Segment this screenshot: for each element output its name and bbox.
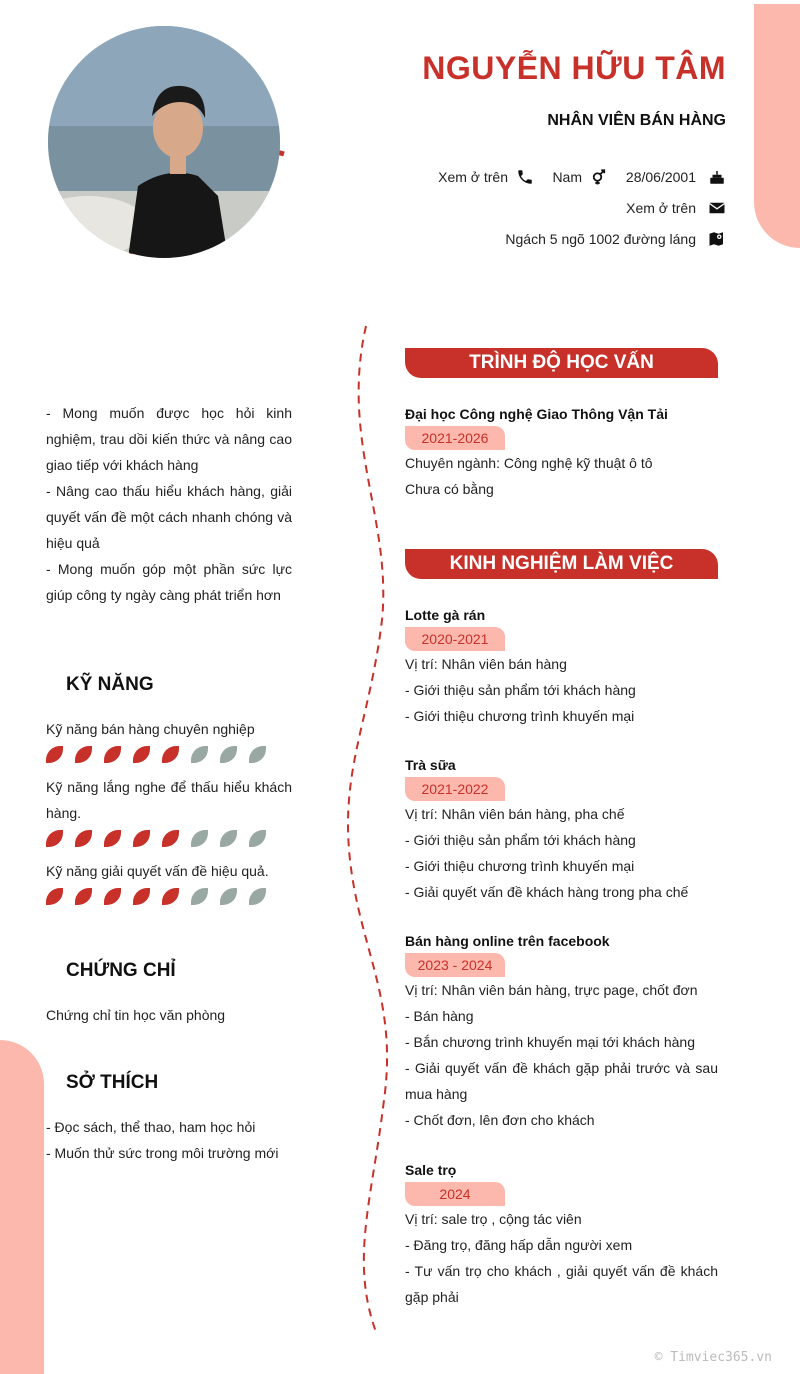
experience-line: Vị trí: Nhân viên bán hàng xyxy=(405,656,567,672)
rating-leaf-filled xyxy=(133,746,150,763)
hobbies-heading: SỞ THÍCH xyxy=(66,1072,159,1093)
email-icon xyxy=(708,199,726,217)
experience-company: Sale trọ xyxy=(405,1162,457,1178)
education-major: Chuyên ngành: Công nghệ kỹ thuật ô tô xyxy=(405,455,653,471)
rating-leaf-filled xyxy=(162,888,179,905)
skill-rating xyxy=(46,888,266,905)
rating-leaf-filled xyxy=(75,888,92,905)
experience-line: - Giới thiệu chương trình khuyến mại xyxy=(405,708,635,724)
rating-leaf-empty xyxy=(191,746,208,763)
hobby-item: - Đọc sách, thể thao, ham học hỏi xyxy=(46,1119,256,1135)
experience-line: - Tư vấn trọ cho khách , giải quyết vấn đề khách gặp phải xyxy=(405,1263,718,1305)
hobby-item: - Muốn thử sức trong môi trường mới xyxy=(46,1145,279,1161)
rating-leaf-filled xyxy=(162,830,179,847)
rating-leaf-empty xyxy=(191,830,208,847)
candidate-name: NGUYỄN HỮU TÂM xyxy=(422,50,726,86)
rating-leaf-filled xyxy=(104,888,121,905)
experience-line: - Bán hàng xyxy=(405,1008,474,1024)
rating-leaf-empty xyxy=(220,888,237,905)
experience-company: Bán hàng online trên facebook xyxy=(405,933,610,949)
decor-right-band xyxy=(754,4,800,248)
objective-line: - Mong muốn góp một phần sức lực giúp công ty ngày càng phát triển hơn xyxy=(46,561,292,603)
education-degree: Chưa có bằng xyxy=(405,481,494,497)
rating-leaf-empty xyxy=(249,830,266,847)
experience-years: 2021-2022 xyxy=(405,777,505,801)
address-value: Ngách 5 ngõ 1002 đường láng xyxy=(505,231,696,247)
rating-leaf-filled xyxy=(162,746,179,763)
avatar xyxy=(48,26,280,258)
phone-info xyxy=(438,168,534,186)
rating-leaf-filled xyxy=(75,830,92,847)
avatar-photo xyxy=(48,26,280,258)
certificates-heading: CHỨNG CHỈ xyxy=(66,960,176,981)
email-value: Xem ở trên xyxy=(626,200,696,216)
certificate-item: Chứng chỉ tin học văn phòng xyxy=(46,1007,226,1023)
school-name: Đại học Công nghệ Giao Thông Vận Tải xyxy=(405,406,668,422)
rating-leaf-filled xyxy=(104,746,121,763)
experience-line: - Giới thiệu sản phẩm tới khách hàng xyxy=(405,682,636,698)
experience-line: - Bắn chương trình khuyến mại tới khách hàng xyxy=(405,1034,696,1050)
experience-line: Vị trí: Nhân viên bán hàng, trực page, chốt đơn xyxy=(405,982,698,998)
gender-icon xyxy=(590,168,608,186)
rating-leaf-empty xyxy=(191,888,208,905)
gender-value: Nam xyxy=(552,169,582,185)
education-years: 2021-2026 xyxy=(405,426,505,450)
birthday-value: 28/06/2001 xyxy=(625,169,696,185)
skill-name: Kỹ năng bán hàng chuyên nghiệp xyxy=(46,721,255,737)
experience-company: Trà sữa xyxy=(405,757,456,773)
dashed-divider xyxy=(340,320,400,1340)
experience-years: 2023 - 2024 xyxy=(405,953,505,977)
skill-name: Kỹ năng lắng nghe để thấu hiểu khách hàng. xyxy=(46,779,292,821)
gender-info xyxy=(552,168,608,186)
birthday-info xyxy=(626,168,726,186)
rating-leaf-filled xyxy=(46,830,63,847)
experience-line: Vị trí: sale trọ , cộng tác viên xyxy=(405,1211,582,1227)
rating-leaf-empty xyxy=(220,830,237,847)
education-heading: TRÌNH ĐỘ HỌC VẤN xyxy=(405,348,718,378)
skill-name: Kỹ năng giải quyết vấn đề hiệu quả. xyxy=(46,863,269,879)
birthday-icon xyxy=(708,168,726,186)
job-title: NHÂN VIÊN BÁN HÀNG xyxy=(547,112,726,129)
rating-leaf-filled xyxy=(133,830,150,847)
rating-leaf-filled xyxy=(75,746,92,763)
objective-line: - Nâng cao thấu hiểu khách hàng, giải quyết vấn đề một cách nhanh chóng và hiệu quả xyxy=(46,483,292,551)
experience-line: - Đăng trọ, đăng hấp dẫn người xem xyxy=(405,1237,633,1253)
experience-line: - Chốt đơn, lên đơn cho khách xyxy=(405,1112,595,1128)
rating-leaf-empty xyxy=(249,888,266,905)
rating-leaf-filled xyxy=(46,746,63,763)
rating-leaf-empty xyxy=(220,746,237,763)
experience-line: - Giải quyết vấn đề khách hàng trong pha chế xyxy=(405,884,689,900)
phone-value: Xem ở trên xyxy=(438,169,508,185)
experience-years: 2020-2021 xyxy=(405,627,505,651)
map-icon xyxy=(708,230,726,248)
decor-left-band xyxy=(0,1040,44,1374)
watermark-footer: © Timviec365.vn xyxy=(654,1350,772,1365)
experience-years: 2024 xyxy=(405,1182,505,1206)
experience-line: Vị trí: Nhân viên bán hàng, pha chế xyxy=(405,806,625,822)
skills-heading: KỸ NĂNG xyxy=(66,674,154,695)
experience-line: - Giới thiệu sản phẩm tới khách hàng xyxy=(405,832,636,848)
rating-leaf-filled xyxy=(46,888,63,905)
rating-leaf-filled xyxy=(104,830,121,847)
address-info xyxy=(505,230,726,248)
experience-line: - Giới thiệu chương trình khuyến mại xyxy=(405,858,635,874)
skill-rating xyxy=(46,746,266,763)
phone-icon xyxy=(516,168,534,186)
objective-block xyxy=(46,400,292,608)
email-info xyxy=(626,199,726,217)
experience-heading: KINH NGHIỆM LÀM VIỆC xyxy=(405,549,718,579)
rating-leaf-empty xyxy=(249,746,266,763)
objective-line: - Mong muốn được học hỏi kinh nghiệm, trau dồi kiến thức và nâng cao giao tiếp với khách hàng xyxy=(46,405,292,473)
experience-line: - Giải quyết vấn đề khách gặp phải trước và sau mua hàng xyxy=(405,1060,718,1102)
rating-leaf-filled xyxy=(133,888,150,905)
experience-company: Lotte gà rán xyxy=(405,607,486,623)
skill-rating xyxy=(46,830,266,847)
